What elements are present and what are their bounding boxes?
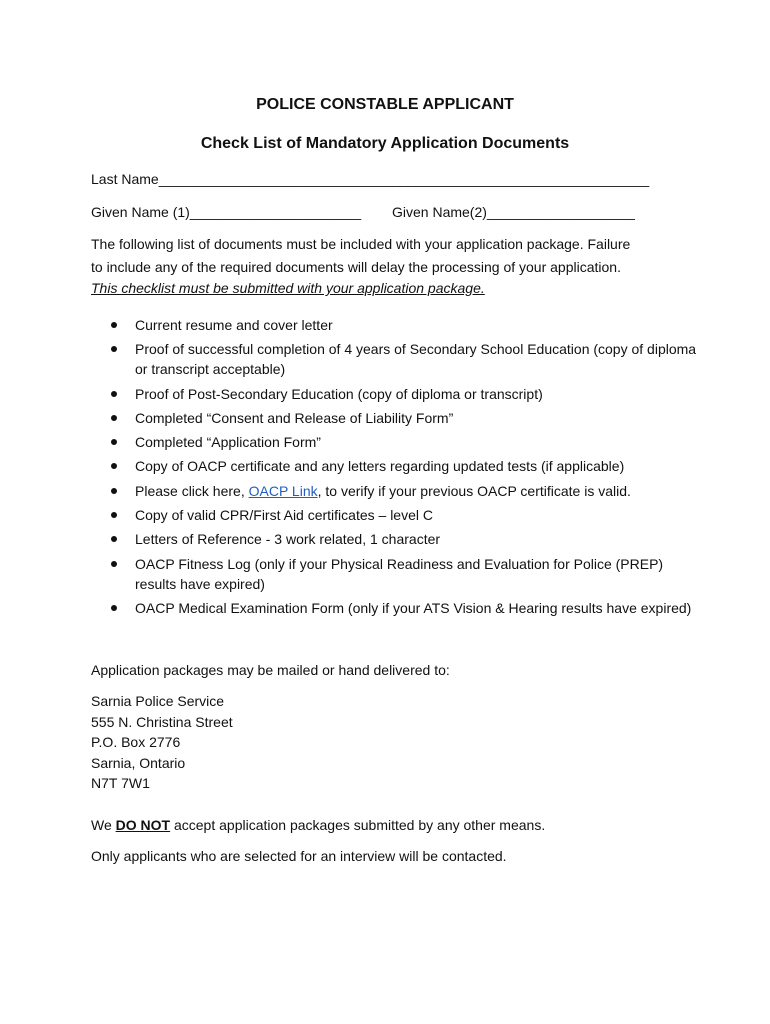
list-item (108, 456, 708, 476)
bullet-icon (111, 391, 117, 397)
notice-emphasis: DO NOT (115, 817, 171, 833)
list-item (108, 505, 708, 525)
list-item (108, 598, 708, 618)
intro-line-1: The following list of documents must be included with your application package. Failure (91, 236, 631, 252)
list-item (108, 554, 708, 594)
list-item-text: Proof of Post-Secondary Education (copy of diploma or transcript) (135, 385, 543, 402)
bullet-icon (111, 463, 117, 469)
contact-notice: Only applicants who are selected for an interview will be contacted. (91, 848, 507, 864)
oacp-link[interactable]: OACP Link (248, 482, 318, 499)
list-item (108, 481, 708, 501)
submission-notice (91, 815, 545, 835)
address-line: P.O. Box 2776 (91, 734, 181, 750)
notice-text-post: accept application packages submitted by any other means. (170, 817, 546, 833)
list-item-text: Copy of OACP certificate and any letters regarding updated tests (if applicable) (135, 458, 625, 475)
list-item (108, 315, 708, 335)
document-subtitle: Check List of Mandatory Application Documents (200, 135, 570, 152)
list-item-text: Completed “Application Form” (135, 434, 321, 451)
list-item-text: Letters of Reference - 3 work related, 1 character (135, 531, 441, 548)
address-line: N7T 7W1 (91, 775, 150, 791)
list-item (108, 339, 708, 379)
bullet-icon (111, 439, 117, 445)
given-name-2-field: Given Name(2)___________________ (392, 204, 635, 220)
bullet-icon (111, 512, 117, 518)
list-item-text: OACP Medical Examination Form (only if your ATS Vision & Hearing results have expired) (135, 599, 692, 616)
bullet-icon (111, 561, 117, 567)
address-line: Sarnia Police Service (91, 693, 225, 709)
document-checklist (108, 315, 708, 622)
bullet-icon (111, 322, 117, 328)
mailing-intro: Application packages may be mailed or hand delivered to: (91, 662, 450, 678)
list-item-text: Completed “Consent and Release of Liability Form” (135, 409, 454, 426)
notice-text-pre: We (91, 817, 116, 833)
mailing-address (91, 691, 233, 794)
list-item-text: Copy of valid CPR/First Aid certificates – level C (135, 507, 433, 524)
list-item-text-pre: Please click here, (135, 482, 249, 499)
intro-paragraph (91, 234, 630, 298)
list-item (108, 432, 708, 452)
list-item-text: Proof of successful completion of 4 years of Secondary School Education (copy of diploma or transcript acceptable) (135, 341, 697, 378)
address-line: 555 N. Christina Street (91, 713, 233, 730)
bullet-icon (111, 415, 117, 421)
last-name-field: Last Name_______________________________________________________________ (91, 171, 650, 187)
bullet-icon (111, 346, 117, 352)
bullet-icon (111, 605, 117, 611)
given-name-1-field: Given Name (1)______________________ (91, 204, 362, 220)
intro-line-2: to include any of the required documents will delay the processing of your application. (91, 259, 621, 275)
list-item (108, 529, 708, 549)
list-item-text: OACP Fitness Log (only if your Physical Readiness and Evaluation for Police (PREP) results have expired) (135, 555, 664, 592)
list-item (108, 408, 708, 428)
bullet-icon (111, 536, 117, 542)
list-item-text-post: , to verify if your previous OACP certificate is valid. (317, 482, 631, 499)
list-item-text: Current resume and cover letter (135, 317, 333, 333)
address-line: Sarnia, Ontario (91, 754, 186, 771)
bullet-icon (111, 488, 117, 494)
intro-checklist-notice: This checklist must be submitted with your application package. (91, 280, 485, 296)
document-title: POLICE CONSTABLE APPLICANT (256, 96, 514, 113)
list-item (108, 384, 708, 404)
